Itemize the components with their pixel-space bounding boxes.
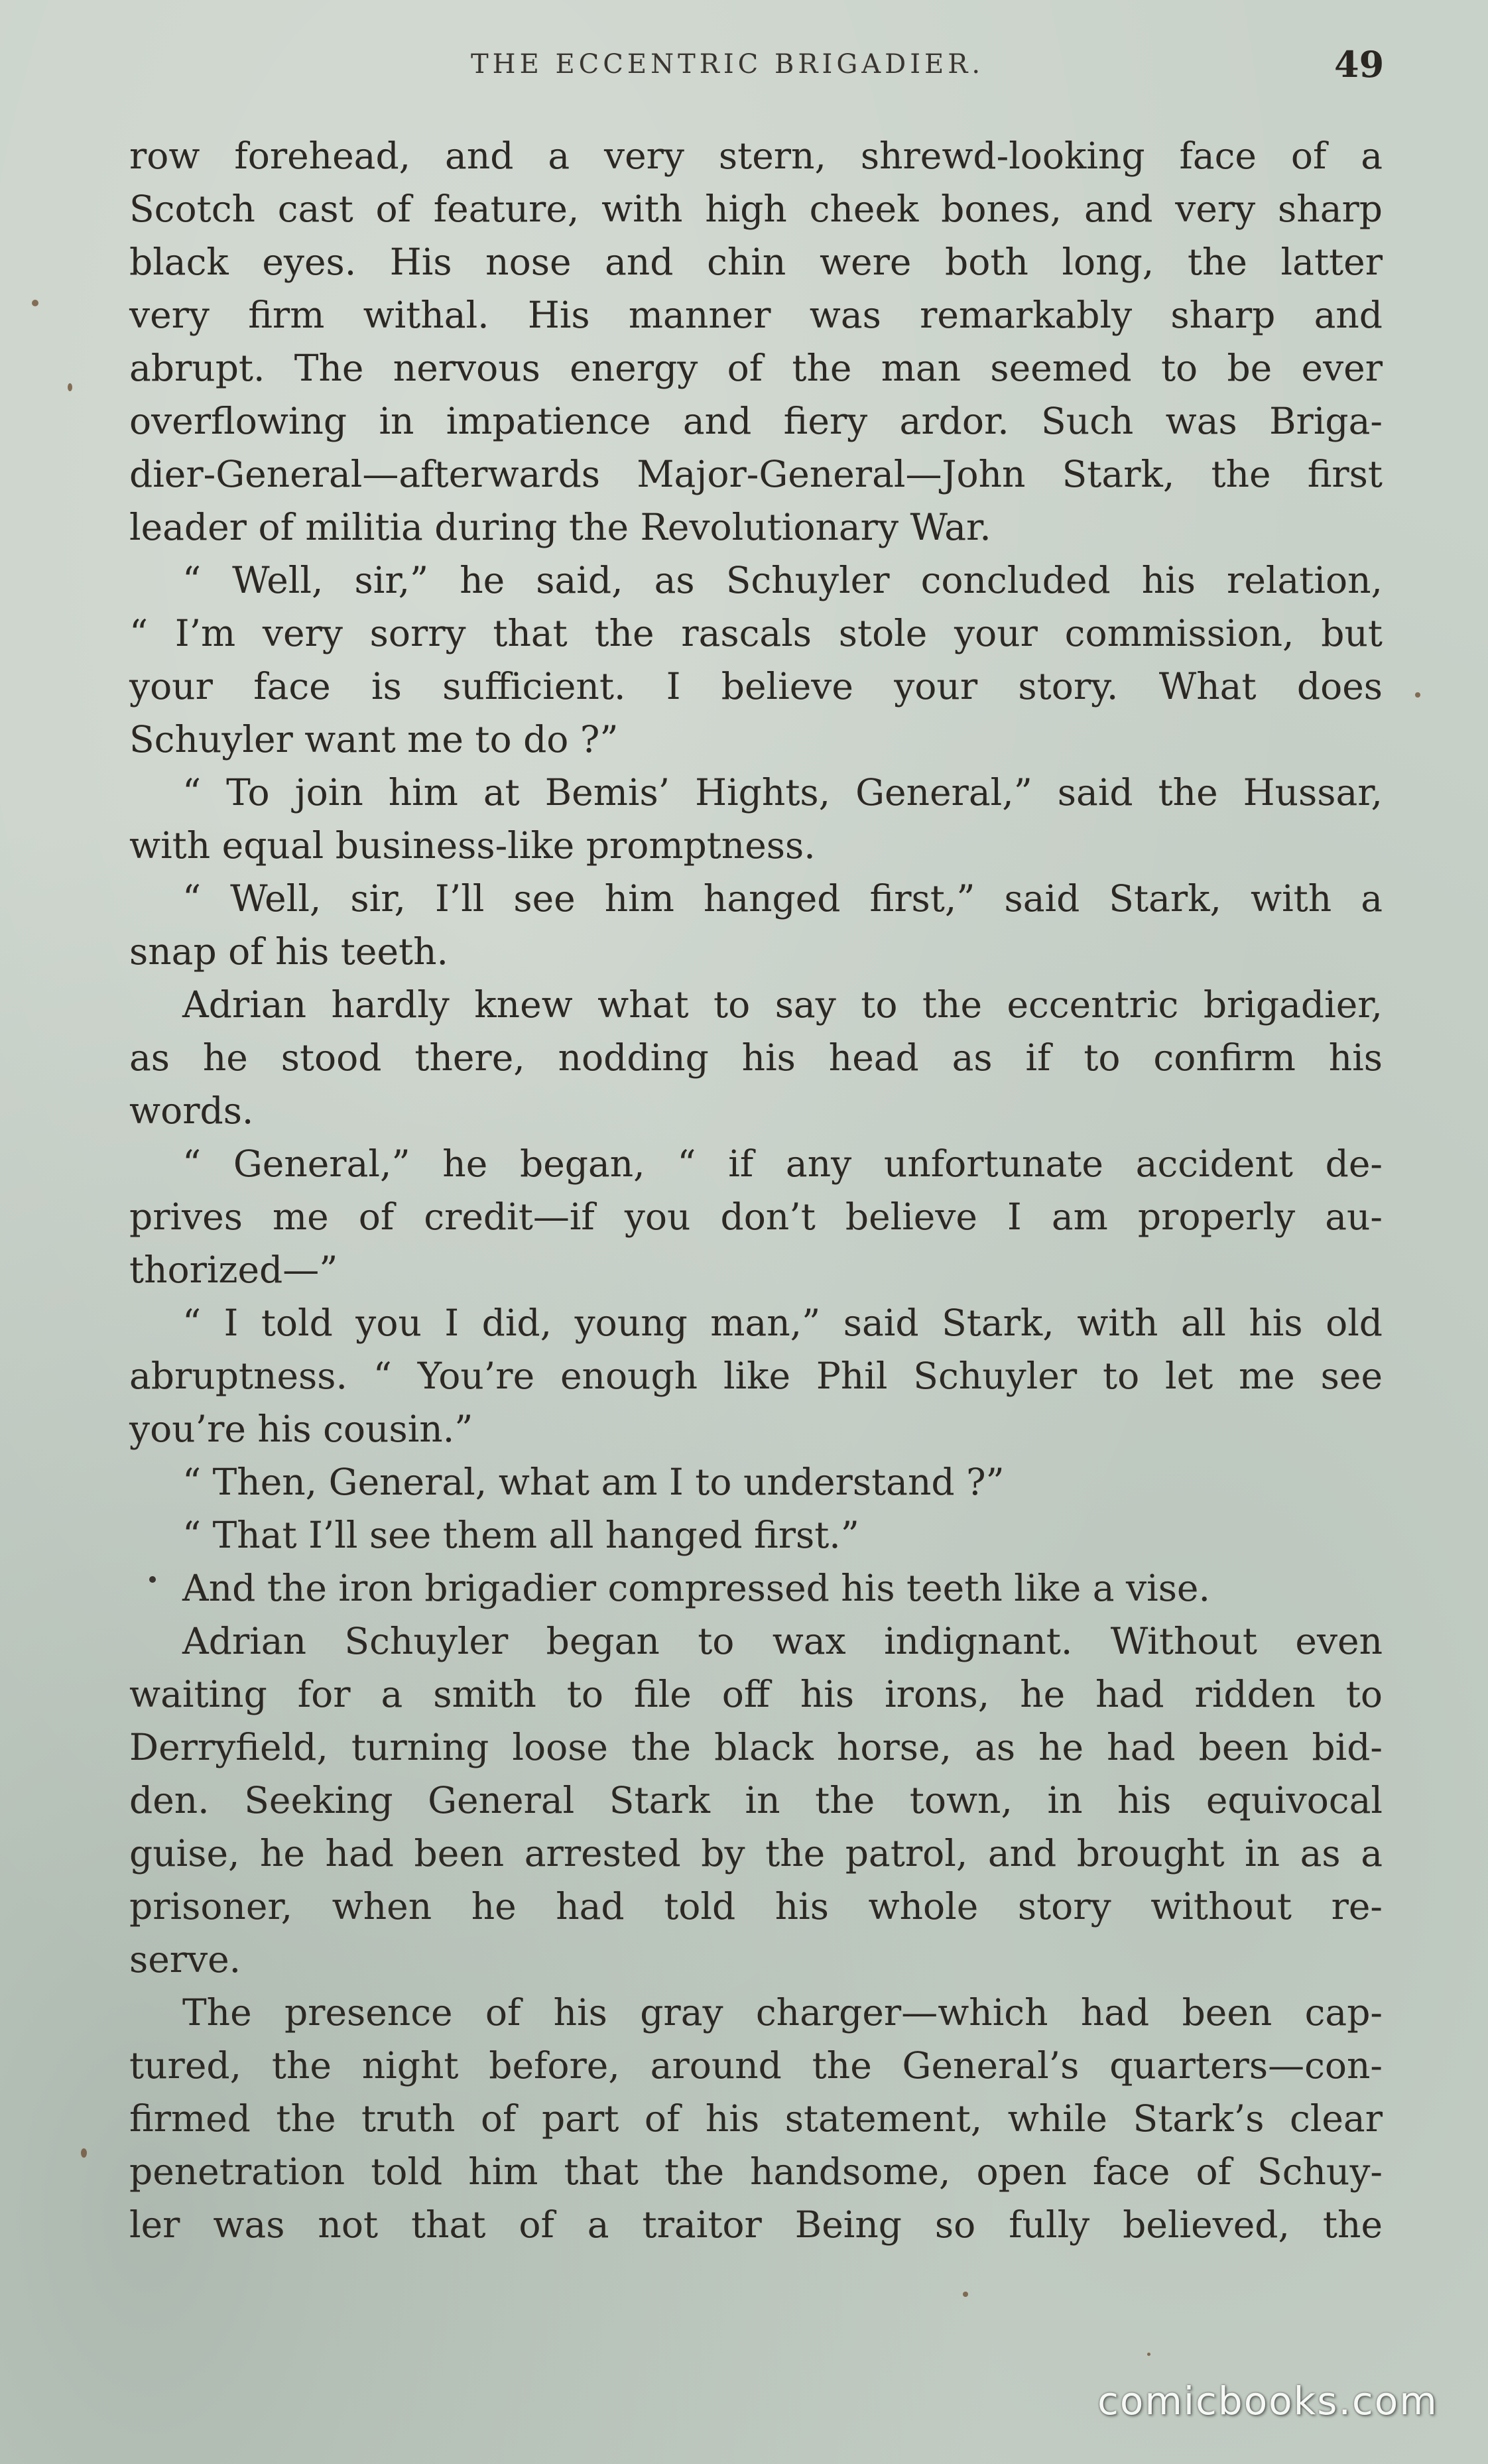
text-line: prisoner, when he had told his whole story without re- [129, 1885, 1383, 1928]
text-line: “ Well, sir, I’ll see him hanged first,” said Stark, with a [182, 877, 1383, 920]
text-line: your face is sufficient. I believe your story. What does [129, 665, 1383, 708]
text-line: very firm withal. His manner was remarkably sharp and [129, 294, 1383, 336]
text-line: waiting for a smith to file off his irons, he had ridden to [129, 1673, 1383, 1715]
text-line: “ To join him at Bemis’ Hights, General,” said the Hussar, [182, 771, 1383, 814]
text-line: Derryfield, turning loose the black horse, as he had been bid- [129, 1726, 1383, 1768]
text-line: thorized—” [129, 1249, 338, 1291]
text-line: “ That I’ll see them all hanged first.” [182, 1514, 859, 1556]
text-line: overflowing in impatience and fiery ardor. Such was Briga- [129, 400, 1383, 442]
ink-dot [149, 1576, 156, 1583]
text-line: black eyes. His nose and chin were both long, the latter [129, 241, 1383, 283]
text-line-content: And the iron brigadier compressed his teeth like a vise. [182, 1567, 1210, 1609]
text-line: as he stood there, nodding his head as if to confirm his [129, 1036, 1383, 1079]
text-line: den. Seeking General Stark in the town, in his equivocal [129, 1779, 1383, 1821]
text-line: “ Then, General, what am I to understand ?” [182, 1461, 1005, 1503]
text-line: penetration told him that the handsome, open face of Schuy- [129, 2150, 1383, 2193]
text-line: Schuyler want me to do ?” [129, 718, 619, 761]
text-line: snap of his teeth. [129, 930, 449, 973]
text-line: with equal business-like promptness. [129, 824, 816, 867]
text-line: words. [129, 1089, 254, 1132]
text-line: leader of militia during the Revolutionary War. [129, 506, 991, 548]
text-line: prives me of credit—if you don’t believe I am properly au- [129, 1196, 1383, 1238]
text-line: abruptness. “ You’re enough like Phil Schuyler to let me see [129, 1355, 1383, 1397]
paper-speck [1415, 692, 1420, 698]
text-line: row forehead, and a very stern, shrewd-looking face of a [129, 135, 1383, 177]
text-line: “ I’m very sorry that the rascals stole your commission, but [129, 612, 1383, 654]
text-line: guise, he had been arrested by the patrol, and brought in as a [129, 1832, 1383, 1875]
page-number: 49 [1334, 43, 1385, 86]
watermark: comicbooks.com [1097, 2378, 1438, 2424]
text-line: tured, the night before, around the General’s quarters—con- [129, 2044, 1383, 2087]
text-line: The presence of his gray charger—which had been cap- [182, 1991, 1383, 2034]
text-line: Adrian hardly knew what to say to the eccentric brigadier, [182, 983, 1383, 1026]
text-line [129, 1562, 1383, 1615]
body-text [129, 129, 1383, 2251]
paper-speck [1147, 2353, 1150, 2356]
text-line: Adrian Schuyler began to wax indignant. Without even [182, 1620, 1383, 1662]
text-line: ler was not that of a traitor Being so fully believed, the [129, 2203, 1383, 2246]
text-line: “ General,” he began, “ if any unfortunate accident de- [182, 1142, 1383, 1185]
text-line: you’re his cousin.” [129, 1408, 473, 1450]
running-head [0, 34, 1488, 94]
text-line: firmed the truth of part of his statement, while Stark’s clear [129, 2097, 1383, 2140]
paper-speck [68, 383, 72, 391]
paper-speck [32, 300, 38, 306]
text-line: abrupt. The nervous energy of the man seemed to be ever [129, 347, 1383, 389]
text-line: “ I told you I did, young man,” said Stark, with all his old [182, 1302, 1383, 1344]
text-line: dier-General—afterwards Major-General—John Stark, the first [129, 453, 1383, 495]
text-line: serve. [129, 1938, 241, 1981]
paper-speck [963, 2292, 968, 2297]
text-line: “ Well, sir,” he said, as Schuyler concluded his relation, [182, 559, 1383, 601]
paper-speck [81, 2148, 87, 2158]
running-title: THE ECCENTRIC BRIGADIER. [471, 49, 985, 80]
text-line: Scotch cast of feature, with high cheek bones, and very sharp [129, 188, 1383, 230]
